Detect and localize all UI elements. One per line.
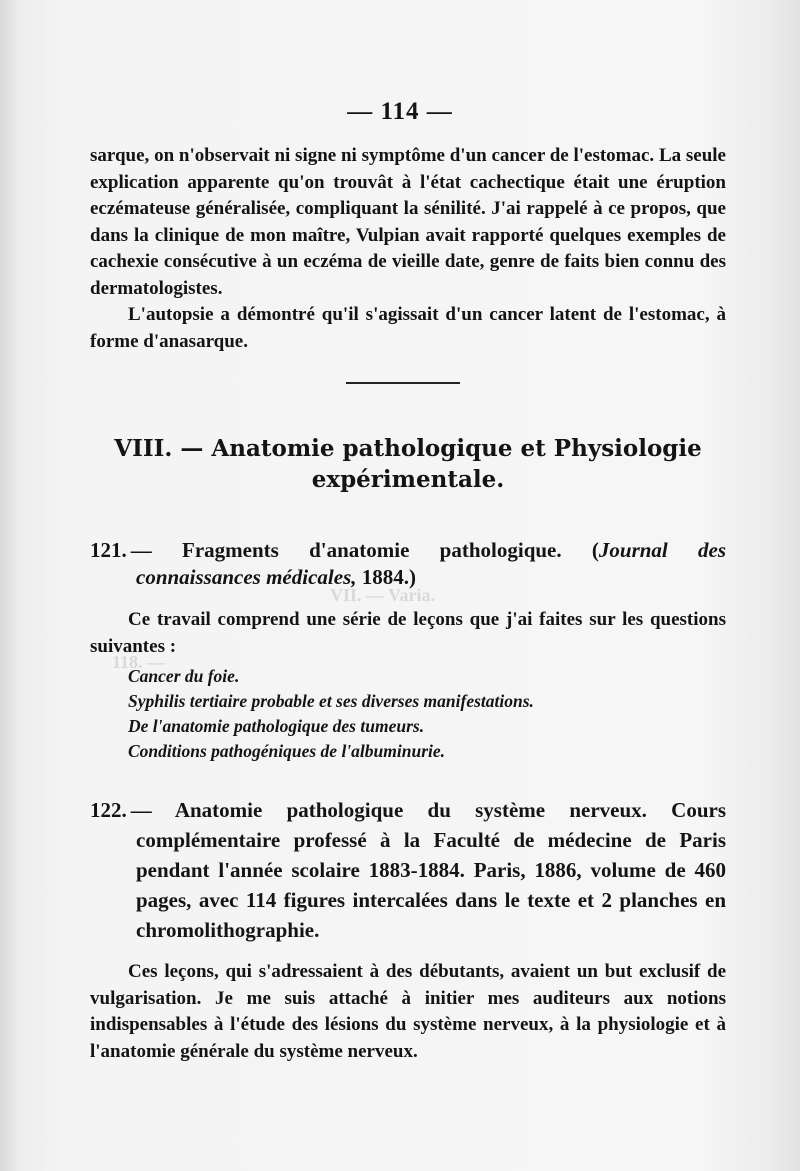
bleed-through-text: 118. —: [112, 652, 166, 672]
entry-121: [90, 537, 726, 764]
list-item: Syphilis tertiaire probable et ses diverses manifestations.: [128, 691, 534, 711]
section-heading-line: VIII. — Anatomie pathologique et Physiologie: [114, 435, 702, 462]
list-item: Cancer du foie.: [128, 666, 240, 686]
bleed-through-text: VII. — Varia.: [330, 585, 436, 605]
entry-title: [90, 795, 726, 945]
paragraph: sarque, on n'observait ni signe ni symptôme d'un cancer de l'estomac. La seule explication apparente qu'on trouvât à l'état cachectique était une éruption eczémateuse généralisée, compliquant la sénilité. J'ai rappelé à ce propos, que dans la clinique de mon maître, Vulpian avait rapporté quelques exemples de cachexie consécutive à un eczéma de vieille date, genre de faits bien connu des dermatologistes.: [90, 145, 726, 299]
entry-title-text: — Anatomie pathologique du système nerveux. Cours complémentaire professé à la Faculté de médecine de Paris pendant l'année scolaire 1883-1884. Paris, 1886, volume de 460 pages, avec 114 figures intercalées dans le texte et 2 planches en chromolithographie.: [130, 798, 726, 942]
list-item: Conditions pathogéniques de l'albuminurie.: [128, 741, 446, 761]
page-number: — 114 —: [347, 98, 453, 125]
section-heading: [90, 433, 726, 495]
section-heading-line: expérimentale.: [311, 466, 505, 493]
entry-reference: (: [591, 538, 599, 562]
list-item: De l'anatomie pathologique des tumeurs.: [128, 716, 425, 736]
journal-name: Journal des connaissances médicales,: [136, 538, 727, 589]
entry-title-text: — Fragments d'anatomie pathologique.: [130, 538, 562, 562]
entry-number: 121.: [90, 538, 127, 562]
entry-number: 122.: [90, 798, 127, 822]
intro-text: [90, 143, 726, 355]
entry-body: Ces leçons, qui s'adressaient à des débutants, avaient un but exclusif de vulgarisation. Je me suis attaché à initier mes auditeurs aux notions indispensables à l'étude des lésions du système nerveux, à la physiologie et à l'anatomie générale du système nerveux.: [90, 961, 726, 1062]
entry-122: [90, 795, 726, 1065]
section-divider: [346, 382, 460, 384]
entry-year: 1884.): [356, 565, 416, 589]
entry-title: [90, 537, 726, 591]
entry-body: Ce travail comprend une série de leçons que j'ai faites sur les questions suivantes :: [90, 609, 726, 657]
topic-list: [90, 664, 726, 764]
paragraph: L'autopsie a démontré qu'il s'agissait d'un cancer latent de l'estomac, à forme d'anasarque.: [90, 304, 726, 352]
